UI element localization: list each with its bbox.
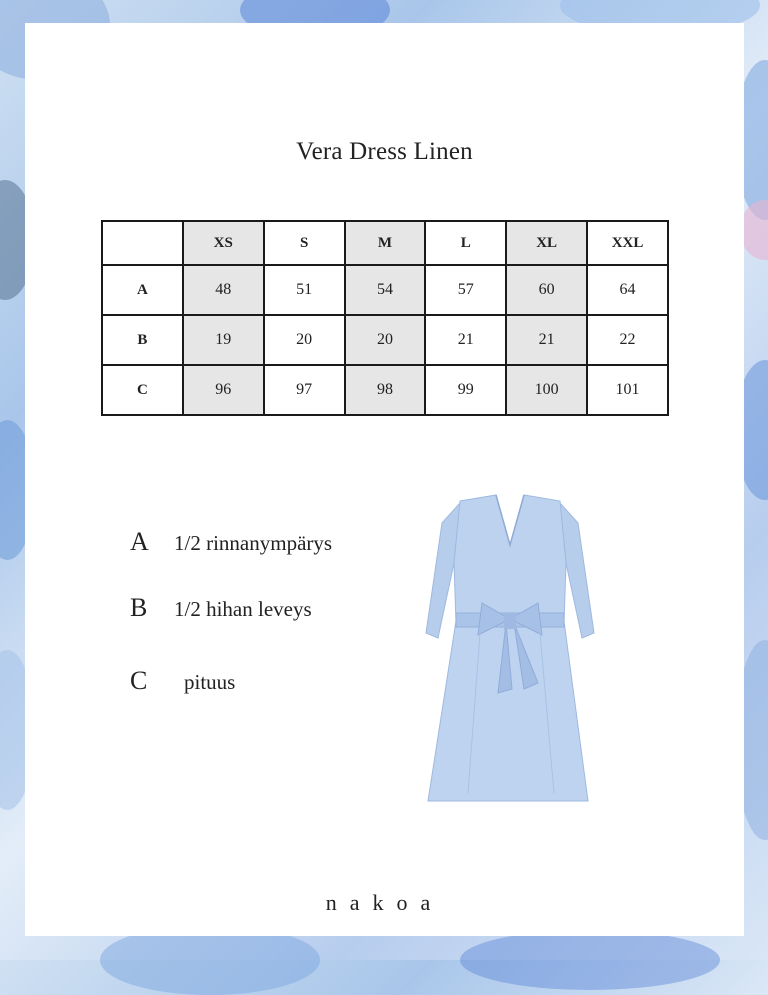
header-cell [102,221,183,265]
legend-letter: A [130,527,149,556]
table-cell: 96 [183,365,264,415]
page-title: Vera Dress Linen [296,138,473,165]
row-label: B [102,315,183,365]
table-cell: 51 [264,265,345,315]
table-cell: 98 [345,365,426,415]
legend-item-c [130,666,235,696]
table-cell: 97 [264,365,345,415]
legend-text: pituus [184,670,236,694]
table-cell: 20 [264,315,345,365]
legend-text: 1/2 rinnanympärys [174,531,333,555]
table-cell: 48 [183,265,264,315]
legend-letter: B [130,593,148,622]
header-cell: XL [506,221,587,265]
legend-text: 1/2 hihan leveys [174,597,312,621]
table-cell: 60 [506,265,587,315]
legend-letter: C [130,666,148,695]
legend-item-a [130,527,332,557]
row-label: A [102,265,183,315]
table-cell: 99 [425,365,506,415]
header-cell: L [425,221,506,265]
table-row [102,365,668,415]
table-cell: 57 [425,265,506,315]
table-header-row [102,221,668,265]
header-cell: M [345,221,426,265]
row-label: C [102,365,183,415]
table-cell: 19 [183,315,264,365]
size-chart-card [25,23,744,936]
table-cell: 101 [587,365,668,415]
dress-image [420,493,600,809]
header-cell: S [264,221,345,265]
legend-item-b [130,593,312,623]
header-cell: XXL [587,221,668,265]
table-row [102,265,668,315]
table-cell: 64 [587,265,668,315]
table-cell: 100 [506,365,587,415]
header-cell: XS [183,221,264,265]
table-cell: 22 [587,315,668,365]
table-cell: 20 [345,315,426,365]
size-table [101,220,669,416]
table-cell: 21 [425,315,506,365]
table-cell: 21 [506,315,587,365]
table-row [102,315,668,365]
brand-logo: nakoa [325,890,444,915]
table-cell: 54 [345,265,426,315]
